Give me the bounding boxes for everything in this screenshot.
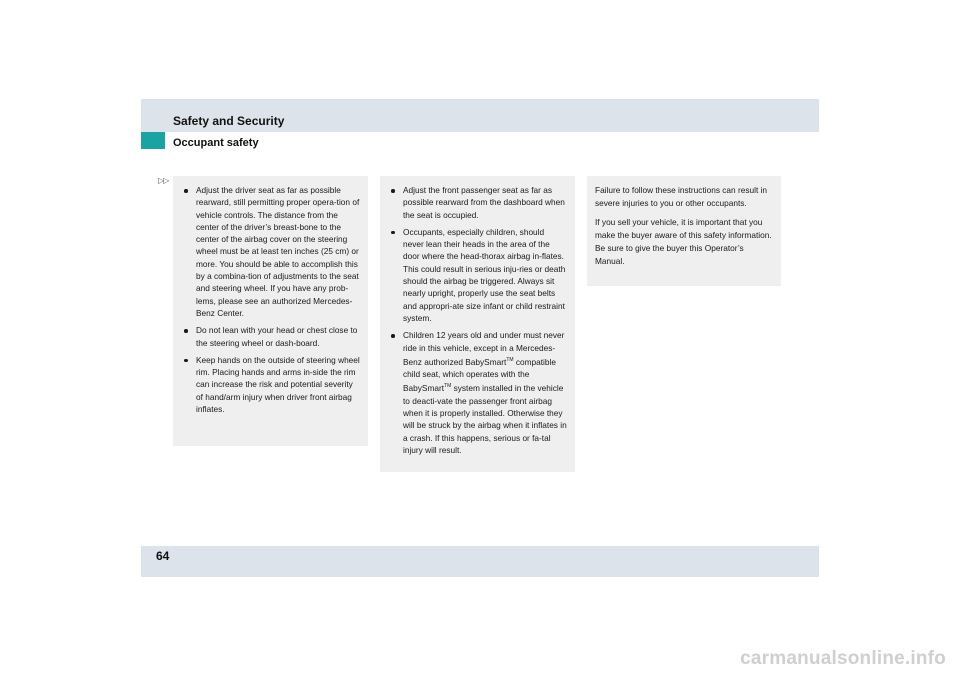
list-item (181, 324, 360, 349)
continued-arrows-icon: ▷▷ (158, 176, 169, 185)
bullet-list (181, 184, 360, 415)
list-item-text (403, 330, 567, 455)
list-item-text: Keep hands on the outside of steering wheel rim. Placing hands and arms in-side the rim can increase the risk and potential severity of hand/arm injury when driver front airbag inflates. (196, 354, 360, 415)
list-item-text: Adjust the front passenger seat as far as possible rearward from the dashboard when the seat is occupied. (403, 185, 565, 220)
info-panel-passenger (380, 176, 575, 472)
bullet-icon (184, 189, 188, 193)
list-item (181, 184, 360, 319)
warning-paragraph: If you sell your vehicle, it is important that you make the buyer aware of this safety information. Be sure to give the buyer this Operator’s Manual. (595, 216, 772, 267)
bullet-icon (391, 334, 395, 338)
warning-paragraph: Failure to follow these instructions can result in severe injuries to you or other occupants. (595, 185, 768, 209)
list-item (388, 184, 567, 221)
child-text-2: compatible child seat, which operates with the BabySmart (403, 356, 556, 394)
list-item-text: Adjust the driver seat as far as possible rearward, still permitting proper opera-tion of vehicle controls. The distance from the center of the driver’s breast-bone to the center of the airbag cover on the steering wheel must be at least ten inches (25 cm) or more. You should be able to accomplish this by a combina-tion of adjustments to the seat and steering wheel. If you have any prob-lems, please see an authorized Mercedes-Benz Center. (196, 185, 360, 318)
trademark-mark: TM (444, 383, 452, 390)
list-item (181, 354, 360, 415)
bullet-icon (391, 189, 395, 193)
subsection-title: Occupant safety (173, 137, 259, 149)
list-item-text: Occupants, especially children, should never lean their heads in the area of the door where the head-thorax airbag in-flates. This could result in serious inju-ries or death should the airbag be triggered. Always sit nearly upright, properly use the seat belts and appropri-ate size infant or child restraint system. (403, 226, 566, 323)
trademark-mark: TM (506, 356, 514, 363)
bullet-list (388, 184, 567, 456)
section-marker (141, 132, 165, 149)
list-item (388, 329, 567, 456)
list-item-text: Do not lean with your head or chest close to the steering wheel or dash-board. (196, 325, 358, 348)
footer-band (141, 546, 819, 577)
child-text-1: Children 12 years old and under must never ride in this vehicle, except in a Mercedes-Benz authorized BabySmart (403, 330, 565, 367)
info-panel-driver (173, 176, 368, 446)
bullet-icon (184, 329, 188, 333)
page-number: 64 (156, 549, 170, 563)
bullet-icon (391, 231, 395, 235)
child-text-3: system installed in the vehicle to deacti-vate the passenger front airbag when it is properly installed. Otherwise they will be struck by the airbag when it inflates in a crash. If this happens, serious or fa-tal injury will result. (403, 383, 567, 455)
watermark: carmanualsonline.info (740, 648, 946, 669)
warning-panel (587, 176, 781, 286)
list-item (388, 226, 567, 324)
section-title: Safety and Security (173, 114, 285, 128)
bullet-icon (184, 359, 188, 363)
